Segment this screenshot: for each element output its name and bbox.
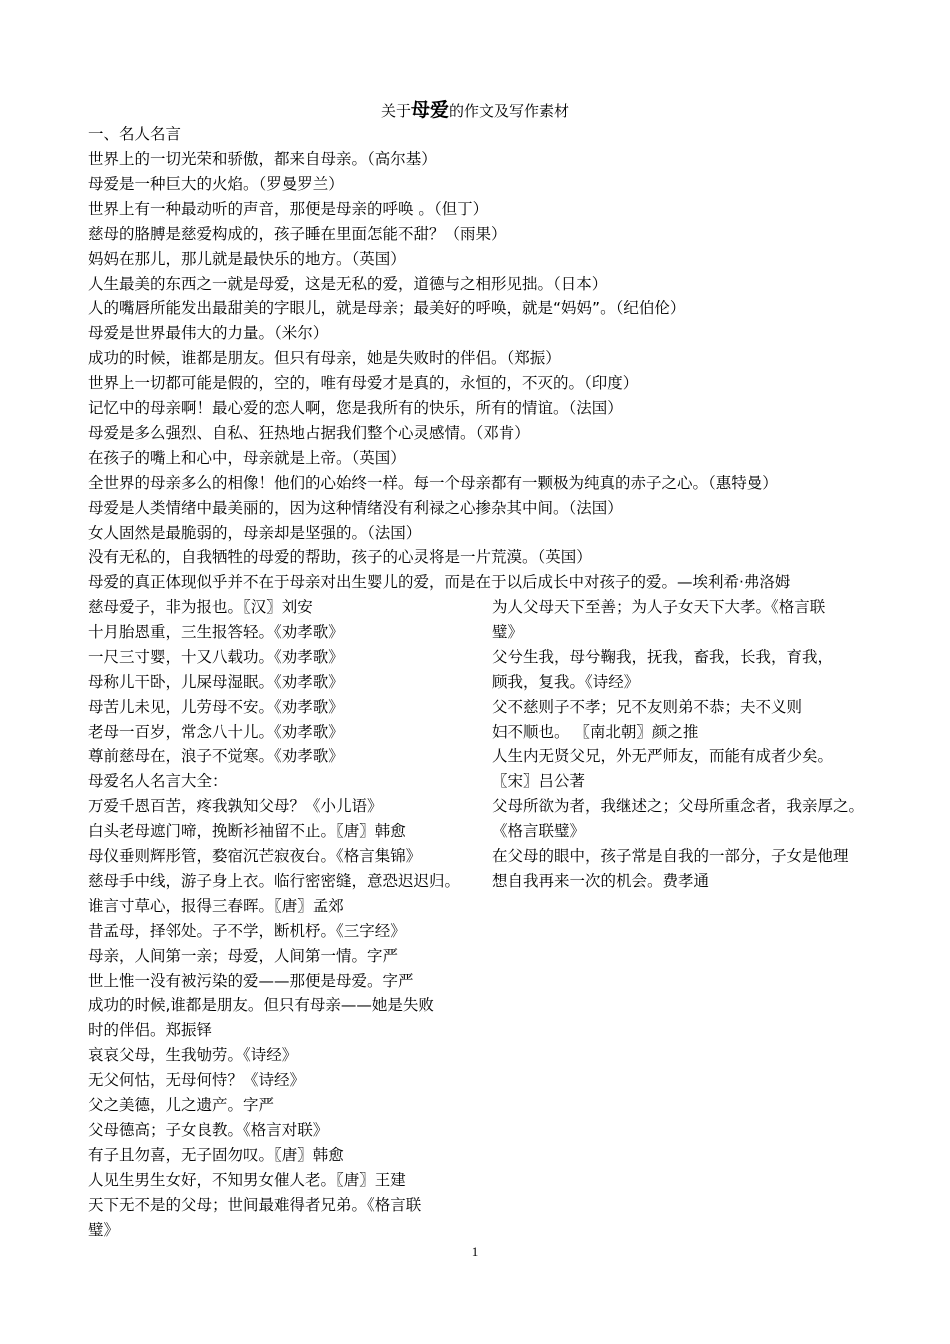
quote-line: 母爱名人名言大全： <box>88 772 228 791</box>
quote-line: 成功的时候，谁都是朋友。但只有母亲，她是失败时的伴侣。（郑振） <box>88 349 561 368</box>
quote-line: 十月胎恩重，三生报答轻。《劝孝歌》 <box>88 622 344 641</box>
quote-line: 谁言寸草心，报得三春晖。〖唐〗孟郊 <box>88 896 344 915</box>
quote-line: 没有无私的，自我牺牲的母爱的帮助，孩子的心灵将是一片荒漠。（英国） <box>88 548 592 567</box>
quote-line: 人见生男生女好，不知男女催人老。〖唐〗王建 <box>88 1170 406 1189</box>
quote-line: 人的嘴唇所能发出最甜美的字眼儿，就是母亲；最美好的呼唤，就是“妈妈”。（纪伯伦） <box>88 299 686 318</box>
quote-line: 为人父母天下至善；为人子女天下大孝。《格言联 <box>492 598 826 616</box>
quote-line: 母称儿干卧，儿屎母湿眠。《劝孝歌》 <box>88 672 344 691</box>
quote-line: 父不慈则子不孝；兄不友则弟不恭；夫不义则 <box>492 697 803 716</box>
quote-line: 万爱千恩百苦，疼我孰知父母？《小儿语》 <box>88 797 383 816</box>
section-heading: 一、名人名言 <box>88 125 182 143</box>
quote-line: 〖宋〗吕公著 <box>492 772 586 791</box>
quote-line: 女人固然是最脆弱的，母亲却是坚强的。（法国） <box>88 523 422 542</box>
quote-line: 璧》 <box>492 622 524 641</box>
quote-line: 母亲，人间第一亲；母爱，人间第一情。字严 <box>88 946 399 965</box>
quote-line: 父母所欲为者，我继述之；父母所重念者，我亲厚之。 <box>492 797 865 816</box>
document-title <box>0 98 950 123</box>
title-prefix: 关于 <box>380 102 411 120</box>
page-number: 1 <box>471 1244 479 1259</box>
quote-line: 在孩子的嘴上和心中，母亲就是上帝。（英国） <box>88 448 406 467</box>
quote-line: 记忆中的母亲啊！最心爱的恋人啊，您是我所有的快乐，所有的情谊。（法国） <box>88 399 623 417</box>
quote-line: 无父何怙，无母何恃？《诗经》 <box>88 1071 306 1090</box>
quote-line: 世界上有一种最动听的声音，那便是母亲的呼唤 。（但丁） <box>88 199 489 218</box>
quote-line: 全世界的母亲多么的相像！他们的心始终一样。每一个母亲都有一颗极为纯真的赤子之心。（惠特曼） <box>88 473 778 492</box>
quote-line: 天下无不是的父母；世间最难得者兄弟。《格言联 <box>88 1195 422 1214</box>
quote-line: 想自我再来一次的机会。费孝通 <box>492 871 710 890</box>
quote-line: 世界上的一切光荣和骄傲，都来自母亲。（高尔基） <box>88 150 437 168</box>
quote-line: 在父母的眼中，孩子常是自我的一部分，子女是他理 <box>492 847 849 865</box>
quote-line: 母爱是人类情绪中最美丽的，因为这种情绪没有利禄之心掺杂其中间。（法国） <box>88 498 623 517</box>
title-suffix: 的作文及写作素材 <box>449 102 570 120</box>
quote-line: 人生最美的东西之一就是母爱，这是无私的爱，道德与之相形见拙。（日本） <box>88 274 608 293</box>
quote-line: 哀哀父母，生我劬劳。《诗经》 <box>88 1046 298 1065</box>
quote-line: 成功的时候,谁都是朋友。但只有母亲——她是失败 <box>88 996 434 1015</box>
quote-line: 慈母爱子，非为报也。〖汉〗刘安 <box>88 598 313 616</box>
quote-line: 慈母手中线，游子身上衣。临行密密缝，意恐迟迟归。 <box>88 871 461 890</box>
quote-line: 妇不顺也。 〖南北朝〗颜之推 <box>492 722 699 741</box>
quote-line: 父之美德，儿之遗产。字严 <box>88 1096 275 1114</box>
quote-line: 一尺三寸婴，十又八载功。《劝孝歌》 <box>88 647 344 666</box>
quote-line: 妈妈在那儿，那儿就是最快乐的地方。（英国） <box>88 249 406 268</box>
quote-line: 母爱的真正体现似乎并不在于母亲对出生婴儿的爱，而是在于以后成长中对孩子的爱。—埃利希·弗洛姆 <box>88 573 791 592</box>
quote-line: 母爱是一种巨大的火焰。（罗曼罗兰） <box>88 174 344 193</box>
quote-line: 白头老母遮门啼，挽断衫袖留不止。〖唐〗韩愈 <box>88 822 406 841</box>
quote-line: 母爱是世界最伟大的力量。（米尔） <box>88 324 329 343</box>
quote-line: 母苦儿未见，儿劳母不安。《劝孝歌》 <box>88 697 344 716</box>
quote-line: 慈母的胳膊是慈爱构成的，孩子睡在里面怎能不甜？（雨果） <box>88 224 507 243</box>
title-emphasis: 母爱 <box>410 99 449 121</box>
quote-line: 人生内无贤父兄，外无严师友，而能有成者少矣。 <box>492 747 834 766</box>
quote-line: 世界上一切都可能是假的，空的，唯有母爱才是真的，永恒的，不灭的。（印度） <box>88 374 639 393</box>
quote-line: 时的伴侣。郑振铎 <box>88 1021 213 1040</box>
quote-line: 母仪垂则辉彤管，婺宿沉芒寂夜台。《格言集锦》 <box>88 847 422 865</box>
quote-line: 父兮生我，母兮鞠我，抚我，畜我，长我，育我， <box>492 647 834 666</box>
quote-line: 有子且勿喜，无子固勿叹。〖唐〗韩愈 <box>88 1145 344 1164</box>
quote-line: 昔孟母，择邻处。子不学，断机杼。《三字经》 <box>88 921 406 940</box>
quote-line: 父母德高；子女良教。《格言对联》 <box>88 1120 329 1139</box>
quote-line: 《格言联璧》 <box>492 822 586 841</box>
quote-line: 璧》 <box>88 1220 120 1239</box>
quote-line: 世上惟一没有被污染的爱——那便是母爱。字严 <box>88 971 414 990</box>
quote-line: 老母一百岁，常念八十儿。《劝孝歌》 <box>88 722 344 741</box>
quote-line: 顾我，复我。《诗经》 <box>492 672 640 691</box>
quote-line: 尊前慈母在，浪子不觉寒。《劝孝歌》 <box>88 747 344 766</box>
quote-line: 母爱是多么强烈、自私、狂热地占据我们整个心灵感情。（邓肯） <box>88 423 530 442</box>
